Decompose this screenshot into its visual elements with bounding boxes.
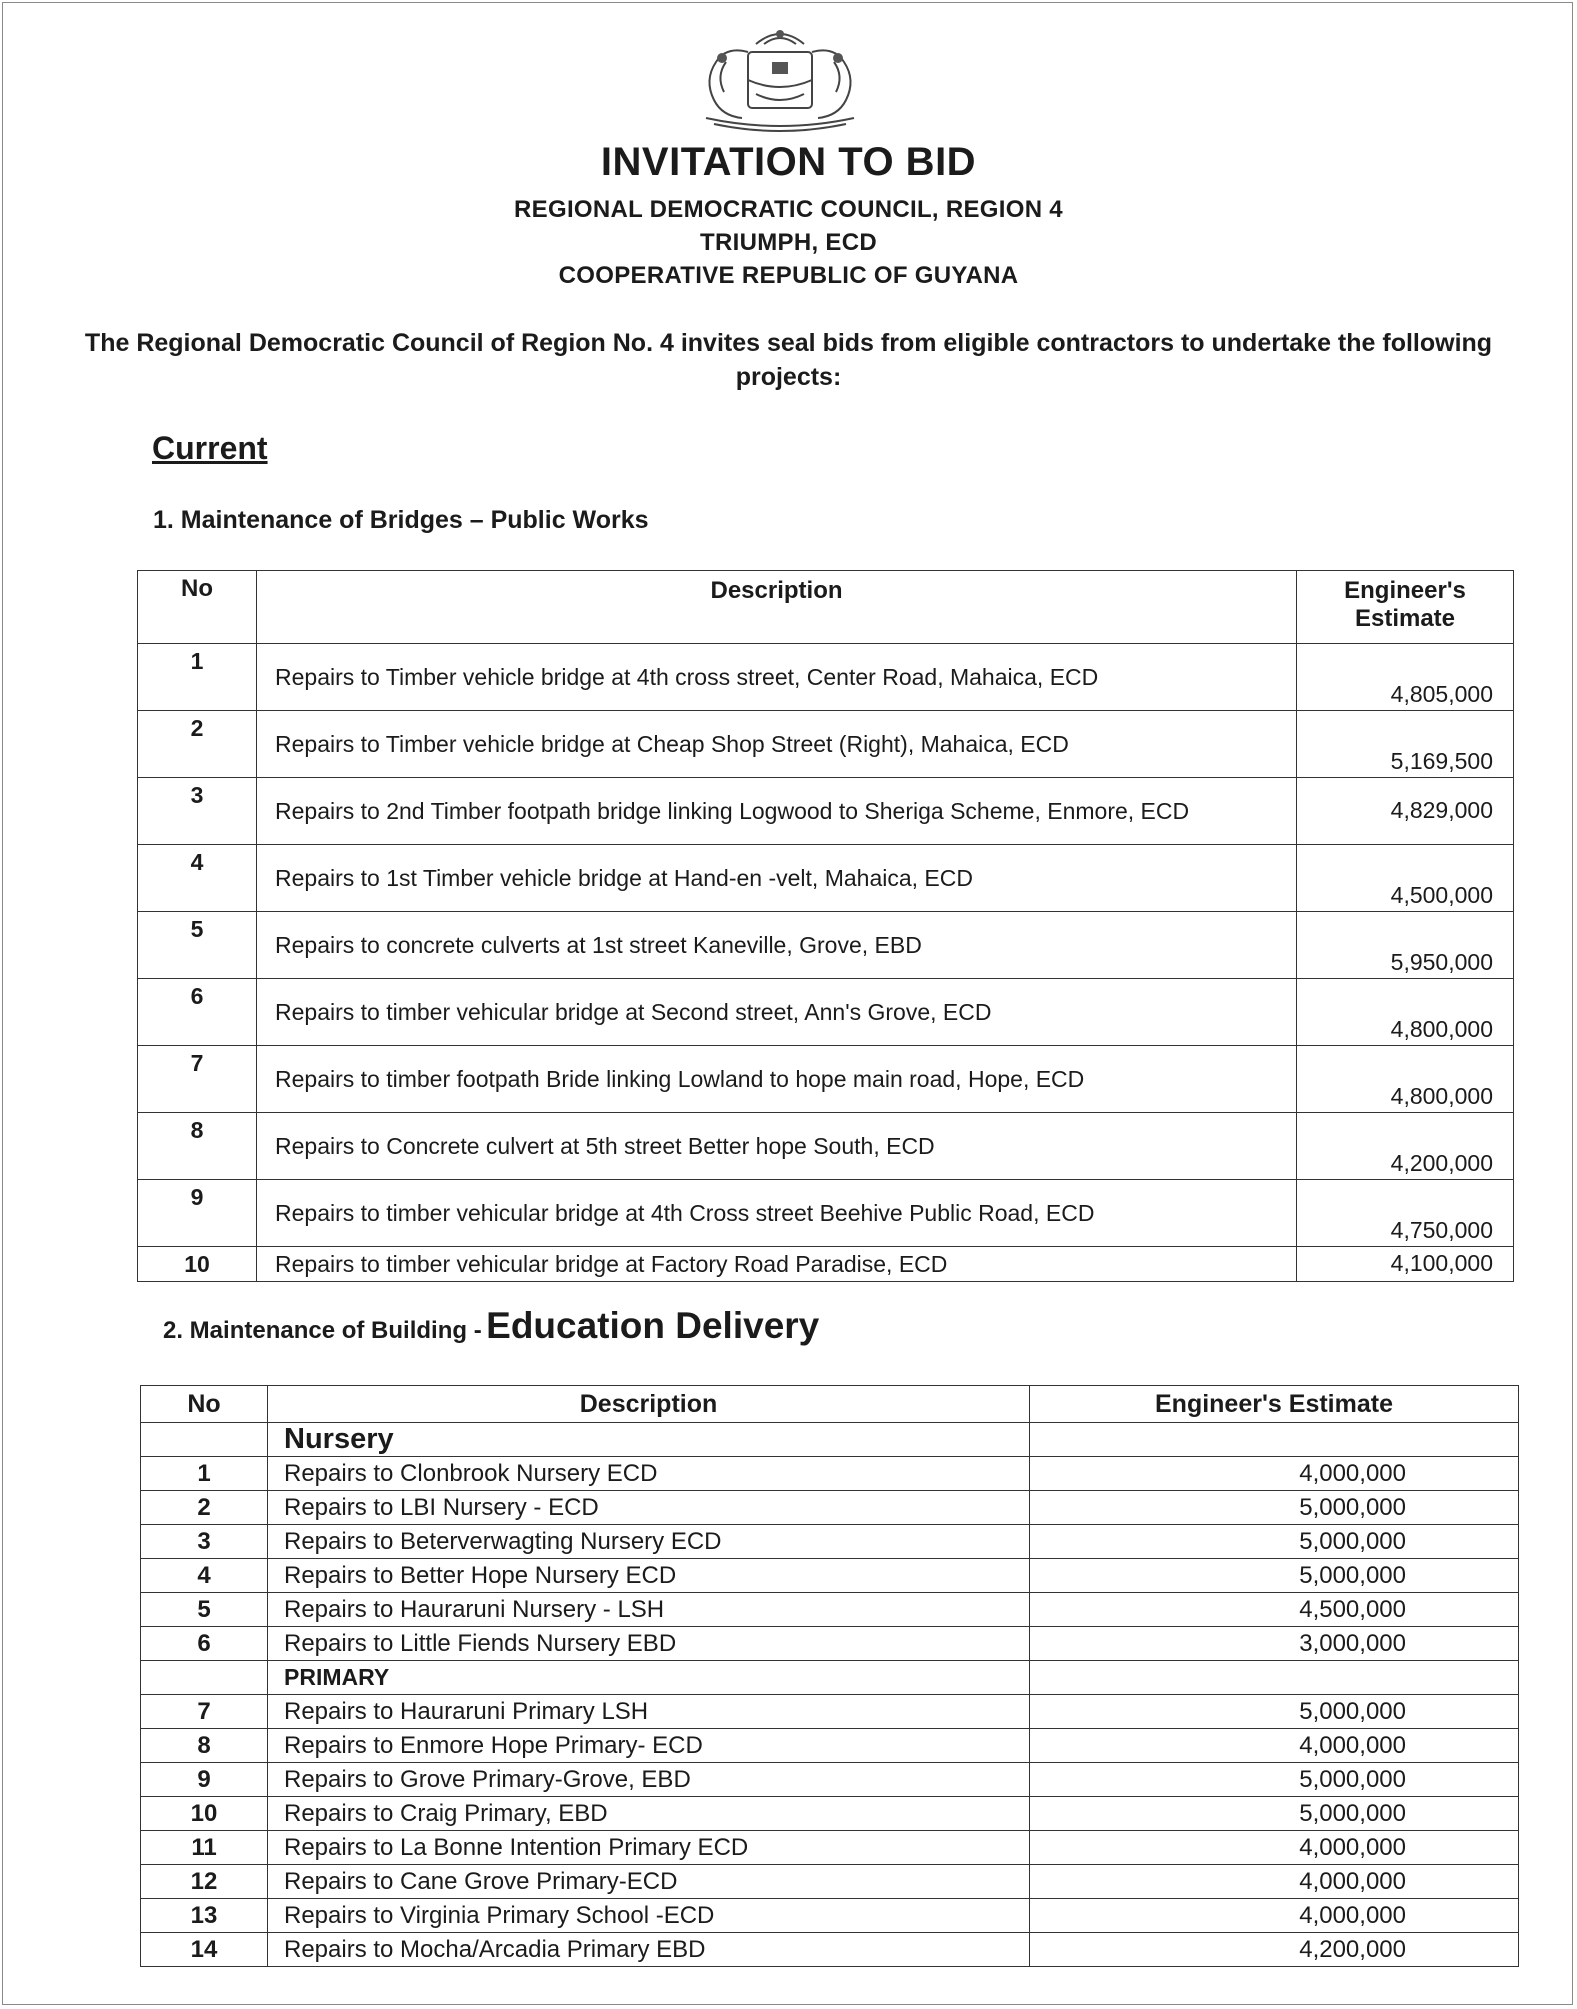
row-estimate: 5,000,000 bbox=[1030, 1763, 1519, 1797]
row-description: Repairs to Timber vehicle bridge at Cheap Shop Street (Right), Mahaica, ECD bbox=[257, 711, 1297, 778]
row-estimate: 4,000,000 bbox=[1030, 1899, 1519, 1933]
row-no: 1 bbox=[138, 644, 257, 711]
col-header-no: No bbox=[141, 1386, 268, 1423]
category-row bbox=[141, 1661, 1519, 1695]
row-estimate: 4,000,000 bbox=[1030, 1831, 1519, 1865]
table-row bbox=[141, 1899, 1519, 1933]
row-no: 9 bbox=[138, 1180, 257, 1247]
category-nursery: Nursery bbox=[268, 1423, 1030, 1457]
row-estimate: 5,950,000 bbox=[1297, 912, 1514, 979]
row-description: Repairs to LBI Nursery - ECD bbox=[268, 1491, 1030, 1525]
row-estimate: 4,750,000 bbox=[1297, 1180, 1514, 1247]
table-row bbox=[138, 1113, 1514, 1180]
table-row bbox=[141, 1933, 1519, 1967]
row-no: 7 bbox=[138, 1046, 257, 1113]
row-no: 2 bbox=[141, 1491, 268, 1525]
table-row bbox=[138, 644, 1514, 711]
col-header-estimate: Engineer's Estimate bbox=[1297, 571, 1514, 644]
header-line-1: REGIONAL DEMOCRATIC COUNCIL, REGION 4 bbox=[514, 196, 1063, 223]
row-estimate: 5,000,000 bbox=[1030, 1559, 1519, 1593]
table-row bbox=[141, 1695, 1519, 1729]
table-row bbox=[138, 845, 1514, 912]
table-row bbox=[138, 979, 1514, 1046]
intro-paragraph: The Regional Democratic Council of Region No. 4 invites seal bids from eligible contractors to undertake the following projects: bbox=[84, 329, 1493, 391]
row-no: 1 bbox=[141, 1457, 268, 1491]
row-no: 4 bbox=[141, 1559, 268, 1593]
row-description: Repairs to timber vehicular bridge at Factory Road Paradise, ECD bbox=[257, 1247, 1297, 1282]
row-no: 11 bbox=[141, 1831, 268, 1865]
row-estimate: 4,000,000 bbox=[1030, 1457, 1519, 1491]
category-row bbox=[141, 1423, 1519, 1457]
row-description: Repairs to Mocha/Arcadia Primary EBD bbox=[268, 1933, 1030, 1967]
education-table bbox=[140, 1385, 1519, 1967]
row-description: Repairs to La Bonne Intention Primary ECD bbox=[268, 1831, 1030, 1865]
row-no: 7 bbox=[141, 1695, 268, 1729]
row-estimate: 4,800,000 bbox=[1297, 1046, 1514, 1113]
row-description: Repairs to concrete culverts at 1st street Kaneville, Grove, EBD bbox=[257, 912, 1297, 979]
table-row bbox=[138, 912, 1514, 979]
row-no: 6 bbox=[138, 979, 257, 1046]
row-estimate: 5,169,500 bbox=[1297, 711, 1514, 778]
table-row bbox=[138, 1180, 1514, 1247]
row-description: Repairs to 1st Timber vehicle bridge at Hand-en -velt, Mahaica, ECD bbox=[257, 845, 1297, 912]
row-estimate: 4,500,000 bbox=[1030, 1593, 1519, 1627]
row-description: Repairs to Cane Grove Primary-ECD bbox=[268, 1865, 1030, 1899]
table-row bbox=[141, 1593, 1519, 1627]
coat-of-arms-icon bbox=[686, 22, 874, 134]
row-description: Repairs to Craig Primary, EBD bbox=[268, 1797, 1030, 1831]
row-no: 8 bbox=[141, 1729, 268, 1763]
row-estimate: 5,000,000 bbox=[1030, 1525, 1519, 1559]
row-no: 13 bbox=[141, 1899, 268, 1933]
row-no: 10 bbox=[141, 1797, 268, 1831]
section-2-heading-prefix: 2. Maintenance of Building - bbox=[163, 1317, 482, 1344]
row-no: 4 bbox=[138, 845, 257, 912]
header-line-2: TRIUMPH, ECD bbox=[700, 229, 877, 256]
row-description: Repairs to timber vehicular bridge at Second street, Ann's Grove, ECD bbox=[257, 979, 1297, 1046]
row-description: Repairs to Virginia Primary School -ECD bbox=[268, 1899, 1030, 1933]
row-no: 10 bbox=[138, 1247, 257, 1282]
row-estimate: 3,000,000 bbox=[1030, 1627, 1519, 1661]
row-no: 12 bbox=[141, 1865, 268, 1899]
category-primary: PRIMARY bbox=[268, 1661, 1030, 1695]
row-no: 2 bbox=[138, 711, 257, 778]
table-header-row bbox=[138, 571, 1514, 644]
row-estimate: 4,500,000 bbox=[1297, 845, 1514, 912]
table-row bbox=[141, 1627, 1519, 1661]
row-description: Repairs to Better Hope Nursery ECD bbox=[268, 1559, 1030, 1593]
row-estimate: 4,805,000 bbox=[1297, 644, 1514, 711]
row-no: 5 bbox=[141, 1593, 268, 1627]
row-description: Repairs to Concrete culvert at 5th street Better hope South, ECD bbox=[257, 1113, 1297, 1180]
row-no: 6 bbox=[141, 1627, 268, 1661]
col-header-description: Description bbox=[257, 571, 1297, 644]
header-line-3: COOPERATIVE REPUBLIC OF GUYANA bbox=[558, 262, 1019, 289]
table-row bbox=[138, 1247, 1514, 1282]
row-description: Repairs to Timber vehicle bridge at 4th cross street, Center Road, Mahaica, ECD bbox=[257, 644, 1297, 711]
row-estimate: 5,000,000 bbox=[1030, 1695, 1519, 1729]
row-description: Repairs to Hauraruni Nursery - LSH bbox=[268, 1593, 1030, 1627]
table-row bbox=[138, 778, 1514, 845]
col-header-no: No bbox=[138, 571, 257, 644]
current-heading: Current bbox=[152, 430, 268, 466]
table-row bbox=[138, 1046, 1514, 1113]
section-2-heading-main: Education Delivery bbox=[486, 1305, 820, 1346]
row-description: Repairs to Beterverwagting Nursery ECD bbox=[268, 1525, 1030, 1559]
page-title: INVITATION TO BID bbox=[600, 140, 977, 184]
row-estimate: 4,000,000 bbox=[1030, 1729, 1519, 1763]
section-2-heading bbox=[163, 1305, 819, 1347]
row-no: 14 bbox=[141, 1933, 268, 1967]
table-row bbox=[141, 1525, 1519, 1559]
table-row bbox=[138, 711, 1514, 778]
row-no: 3 bbox=[141, 1525, 268, 1559]
table-row bbox=[141, 1865, 1519, 1899]
table-row bbox=[141, 1559, 1519, 1593]
row-description: Repairs to 2nd Timber footpath bridge linking Logwood to Sheriga Scheme, Enmore, ECD bbox=[257, 778, 1297, 845]
row-estimate: 4,200,000 bbox=[1030, 1933, 1519, 1967]
row-estimate: 4,100,000 bbox=[1297, 1247, 1514, 1282]
row-description: Repairs to Hauraruni Primary LSH bbox=[268, 1695, 1030, 1729]
row-description: Repairs to Grove Primary-Grove, EBD bbox=[268, 1763, 1030, 1797]
row-estimate: 5,000,000 bbox=[1030, 1491, 1519, 1525]
bridges-table bbox=[137, 570, 1514, 1282]
row-description: Repairs to Clonbrook Nursery ECD bbox=[268, 1457, 1030, 1491]
col-header-estimate: Engineer's Estimate bbox=[1030, 1386, 1519, 1423]
row-no: 8 bbox=[138, 1113, 257, 1180]
table-row bbox=[141, 1457, 1519, 1491]
row-no: 9 bbox=[141, 1763, 268, 1797]
col-header-description: Description bbox=[268, 1386, 1030, 1423]
row-estimate: 4,800,000 bbox=[1297, 979, 1514, 1046]
table-row bbox=[141, 1763, 1519, 1797]
section-1-heading: 1. Maintenance of Bridges – Public Works bbox=[153, 506, 649, 534]
row-description: Repairs to Little Fiends Nursery EBD bbox=[268, 1627, 1030, 1661]
table-row bbox=[141, 1797, 1519, 1831]
row-estimate: 4,000,000 bbox=[1030, 1865, 1519, 1899]
row-estimate: 4,829,000 bbox=[1297, 778, 1514, 845]
table-row bbox=[141, 1729, 1519, 1763]
row-description: Repairs to Enmore Hope Primary- ECD bbox=[268, 1729, 1030, 1763]
row-no: 5 bbox=[138, 912, 257, 979]
row-description: Repairs to timber footpath Bride linking Lowland to hope main road, Hope, ECD bbox=[257, 1046, 1297, 1113]
row-description: Repairs to timber vehicular bridge at 4th Cross street Beehive Public Road, ECD bbox=[257, 1180, 1297, 1247]
table-row bbox=[141, 1831, 1519, 1865]
table-row bbox=[141, 1491, 1519, 1525]
row-estimate: 4,200,000 bbox=[1297, 1113, 1514, 1180]
table-header-row bbox=[141, 1386, 1519, 1423]
row-estimate: 5,000,000 bbox=[1030, 1797, 1519, 1831]
row-no: 3 bbox=[138, 778, 257, 845]
